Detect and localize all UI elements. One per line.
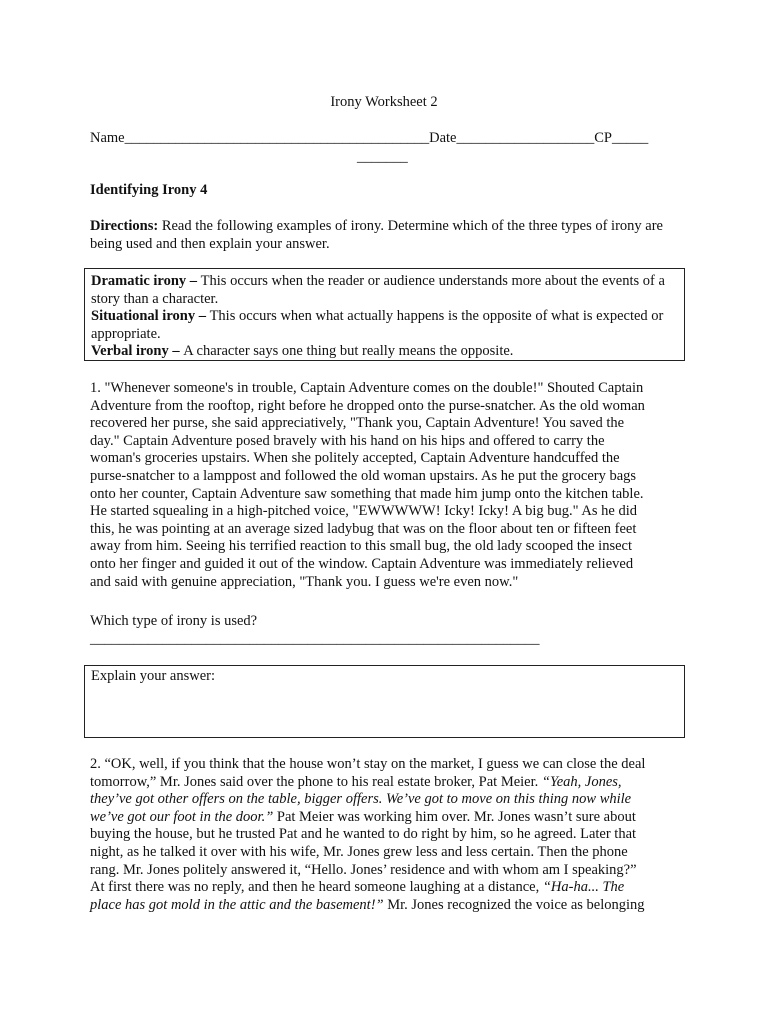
definition-dash: – [195, 308, 210, 325]
passage-text: Mr. Jones recognized the voice as belonging [383, 896, 645, 913]
quoted-dialogue: we’ve got our foot in the door.” [90, 808, 274, 825]
passage-line [90, 862, 686, 880]
passage-text: night, as he talked it over with his wife, Mr. Jones grew less and less certain. Then the phone [90, 843, 628, 860]
section-title: Identifying Irony 4 [90, 182, 208, 198]
passage-line: He started squealing in a high-pitched voice, "EWWWWW! Icky! Icky! A big bug." As he did [90, 503, 637, 520]
passage-text: 2. “OK, well, if you think that the house won’t stay on the market, I guess we can close the deal [90, 756, 646, 772]
page-title: Irony Worksheet 2 [330, 94, 438, 110]
passage-line: away from him. Seeing his terrified reaction to this small bug, the old lady scooped the insect [90, 538, 633, 555]
directions [90, 218, 686, 253]
irony-type-answer-blank[interactable]: ______________________________________________________________ [90, 631, 540, 647]
quoted-dialogue: “Ha-ha... The [542, 879, 625, 896]
definition-text: A character says one thing but really means the opposite. [183, 343, 514, 360]
passage-text: Pat Meier was working him over. Mr. Jones wasn’t sure about [273, 808, 636, 825]
passage-line: this, he was pointing at an average sized ladybug that was on the floor about ten or fifteen feet [90, 520, 637, 537]
passage-line: onto her counter, Captain Adventure saw something that made him jump onto the kitchen table. [90, 485, 644, 502]
question-1-passage [90, 380, 686, 591]
date-blank[interactable]: ___________________ [456, 130, 595, 146]
definition-text: This occurs when what actually happens is the opposite of what is expected or appropriate. [91, 308, 664, 342]
passage-line [90, 809, 686, 827]
passage-line [90, 791, 686, 809]
definition-term: Situational irony [91, 308, 196, 325]
definitions-box [84, 268, 685, 361]
passage-line: 1. "Whenever someone's in trouble, Captain Adventure comes on the double!" Shouted Captain [90, 380, 644, 396]
passage-line: purse-snatcher to a lamppost and followed the old woman upstairs. As he put the grocery bags [90, 467, 637, 484]
passage-line [90, 826, 686, 844]
passage-line [90, 879, 686, 897]
definition-dramatic [91, 273, 678, 308]
passage-text: At first there was no reply, and then he heard someone laughing at a distance, [90, 879, 543, 896]
passage-text: buying the house, but he trusted Pat and he wanted to do right by him, so he agreed. Later that [90, 826, 637, 843]
passage-line: woman's groceries upstairs. When she politely accepted, Captain Adventure handcuffed the [90, 450, 620, 467]
passage-line [90, 774, 686, 792]
passage-line [90, 897, 686, 915]
date-label: Date [429, 130, 457, 146]
irony-type-prompt: Which type of irony is used? [90, 613, 258, 629]
name-label: Name [90, 130, 125, 146]
quoted-dialogue: “Yeah, Jones, [541, 773, 622, 790]
passage-line: and said with genuine appreciation, "Thank you. I guess we're even now." [90, 573, 519, 590]
passage-text: rang. Mr. Jones politely answered it, “Hello. Jones’ residence and with whom am I speaking?” [90, 861, 637, 878]
quoted-dialogue: they’ve got other offers on the table, bigger offers. We’ve got to move on this thing now while [90, 791, 632, 808]
question-2-passage [90, 756, 686, 914]
definition-term: Verbal irony [91, 343, 169, 360]
name-date-cp-line [90, 130, 690, 148]
definition-situational [91, 308, 678, 343]
definition-text: This occurs when the reader or audience understands more about the events of a story than a character. [91, 273, 665, 307]
passage-line: recovered her purse, she said appreciatively, "Thank you, Captain Adventure! You saved the [90, 415, 625, 432]
explain-label: Explain your answer: [91, 668, 216, 684]
cp-blank[interactable]: _____ [612, 130, 649, 146]
directions-label: Directions: [90, 218, 159, 234]
cp-blank-continued[interactable]: _______ [357, 149, 408, 165]
passage-line [90, 756, 686, 774]
explain-answer-box[interactable] [84, 665, 685, 738]
passage-line: Adventure from the rooftop, right before he dropped onto the purse-snatcher. As the old woman [90, 397, 645, 414]
name-blank[interactable]: __________________________________________ [124, 130, 430, 146]
passage-line: onto her finger and guided it out of the window. Captain Adventure was immediately relieved [90, 555, 634, 572]
definition-dash: – [186, 273, 201, 289]
cp-label: CP [594, 130, 612, 146]
quoted-dialogue: place has got mold in the attic and the basement!” [90, 896, 384, 913]
definition-dash: – [168, 343, 184, 360]
definition-term: Dramatic irony [91, 273, 187, 289]
definition-verbal [91, 343, 678, 361]
passage-line: day." Captain Adventure posed bravely with his hand on his hips and offered to carry the [90, 432, 605, 449]
passage-text: tomorrow,” Mr. Jones said over the phone to his real estate broker, Pat Meier. [90, 773, 542, 790]
passage-line [90, 844, 686, 862]
directions-text: Read the following examples of irony. Determine which of the three types of irony are being used and then explain your answer. [90, 218, 663, 252]
